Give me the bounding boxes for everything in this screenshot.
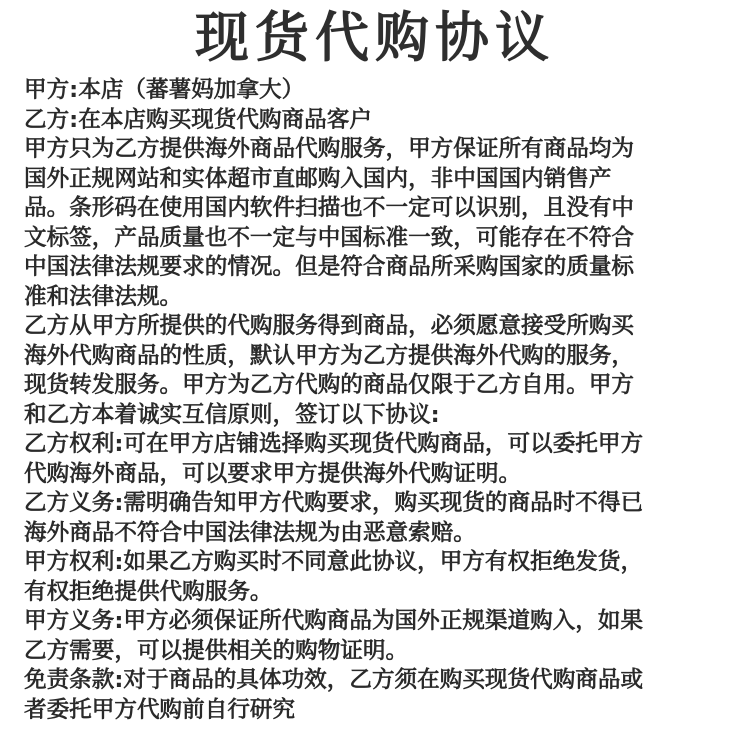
text-line: 乙方从甲方所提供的代购服务得到商品，必须愿意接受所购买 <box>24 313 635 339</box>
text-line: 者委托甲方代购前自行研究 <box>24 696 296 723</box>
text-line: 现货转发服务。甲方为乙方代购的商品仅限于乙方自用。甲方 <box>24 372 635 398</box>
text-line-party-a: 甲方:本店（蕃薯妈加拿大） <box>24 77 305 103</box>
text-line: 甲方只为乙方提供海外商品代购服务，甲方保证所有商品均为 <box>24 136 635 162</box>
text-line-party-a-rights: 甲方权利:如果乙方购买时不同意此协议，甲方有权拒绝发货， <box>24 549 644 575</box>
text-line: 准和法律法规。 <box>24 283 183 310</box>
text-line: 代购海外商品，可以要求甲方提供海外代购证明。 <box>24 460 522 487</box>
agreement-text <box>24 76 744 725</box>
text-line: 中国法律法规要求的情况。但是符合商品所采购国家的质量标 <box>24 254 635 280</box>
text-line: 文标签，产品质量也不一定与中国标准一致，可能存在不符合 <box>24 224 635 251</box>
text-line: 国外正规网站和实体超市直邮购入国内，非中国国内销售产 <box>24 165 612 192</box>
text-line-disclaimer: 免责条款:对于商品的具体功效，乙方须在购买现货代购商品或 <box>24 667 644 693</box>
text-line: 乙方需要，可以提供相关的购物证明。 <box>24 637 409 664</box>
text-line-party-b-rights: 乙方权利:可在甲方店铺选择购买现货代购商品，可以委托甲方 <box>24 431 644 457</box>
text-line: 海外代购商品的性质，默认甲方为乙方提供海外代购的服务， <box>24 342 635 369</box>
text-line-party-b-obligations: 乙方义务:需明确告知甲方代购要求，购买现货的商品时不得已 <box>24 490 644 516</box>
text-line: 和乙方本着诚实互信原则，签订以下协议: <box>24 401 440 428</box>
text-line: 海外商品不符合中国法律法规为由恶意索赔。 <box>24 519 476 546</box>
text-line: 有权拒绝提供代购服务。 <box>24 578 273 605</box>
text-line-party-a-obligations: 甲方义务:甲方必须保证所代购商品为国外正规渠道购入，如果 <box>24 608 644 634</box>
text-line-party-b: 乙方:在本店购买现货代购商品客户 <box>24 106 372 133</box>
document-title: 现货代购协议 <box>195 6 555 69</box>
text-line: 品。条形码在使用国内软件扫描也不一定可以识别，且没有中 <box>24 195 635 221</box>
